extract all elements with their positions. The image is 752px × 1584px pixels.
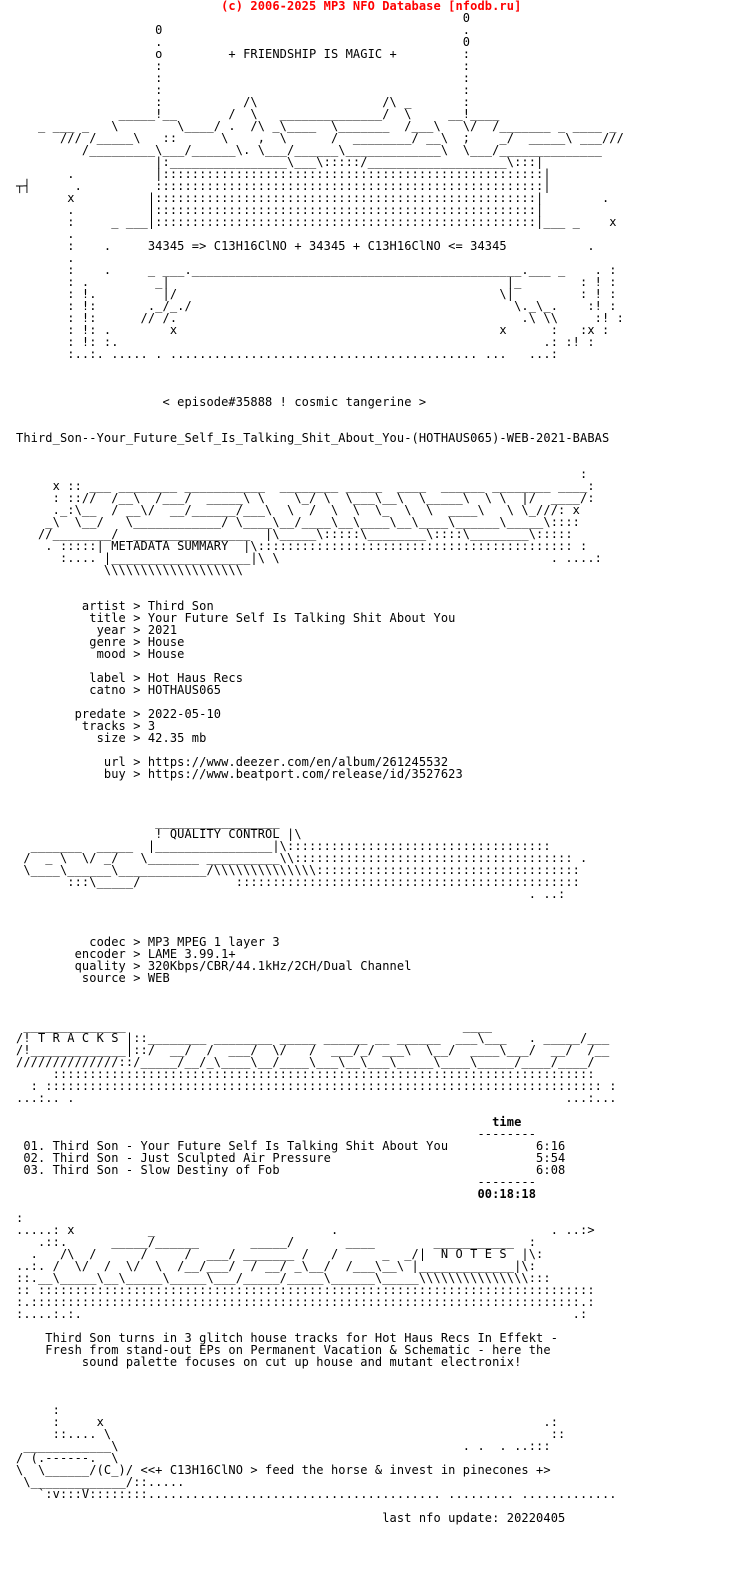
track-row: 01. Third Son - Your Future Self Is Talking Shit About You 6:16 (16, 1139, 566, 1153)
ascii-art-line: : _ ___|::::::::::::::::::::::::::::::::::::::::::::::::::::|___ _ x (16, 215, 617, 229)
ascii-art-line: :.... |___________________|\ \ . ....: (16, 551, 602, 565)
blank-line (16, 1200, 624, 1212)
metadata-field: genre > House (16, 635, 185, 649)
notes-line: sound palette focuses on cut up house and mutant electronix! (16, 1355, 522, 1369)
notes-text (16, 1320, 624, 1368)
ascii-art-line: :::::::::::::::::::::::::::::::::::::::::::::::::::::::::::::::::::::::::: (16, 1067, 595, 1081)
footer-line (16, 1392, 624, 1404)
ascii-quality-control-banner (16, 816, 624, 900)
ascii-art-line: /!_____________|::/ __/ / ___/ \/ / ___/_/ ___\ \__/ ____\___/ __/ /__ (16, 1043, 610, 1057)
ascii-art-line: /// /_____\ :: \ , \ / ________/ __\ ; _/ _____\ ___/// (16, 131, 624, 145)
blank-line (16, 372, 624, 384)
ascii-art-line: _______ _____ |________________|\:::::::::::::::::::::::::::::::::::: (16, 839, 551, 853)
ascii-art-line: . (16, 227, 75, 241)
ascii-art-line: : !: :. .: :! : (16, 335, 595, 349)
footer-line: \ \______/(C_)/ <<+ C13H16ClNO > feed the horse & invest in pinecones +> (16, 1463, 551, 1477)
footer-line: / (.------. \ (16, 1451, 119, 1465)
ascii-notes-banner (16, 1212, 624, 1320)
ascii-art-line: : : (16, 71, 471, 85)
metadata-field: title > Your Future Self Is Talking Shit About You (16, 611, 456, 625)
metadata-field: size > 42.35 mb (16, 731, 207, 745)
ascii-art-line: : !. |/ \| : ! : (16, 287, 617, 301)
ascii-art-line: 0 . (16, 23, 471, 37)
ascii-art-line: ...:.. . ...:... (16, 1091, 617, 1105)
blank-line (16, 444, 624, 456)
tracks-time-header: time (16, 1115, 522, 1129)
ascii-art-line: _________________ (16, 815, 280, 829)
ascii-art-line: . (16, 251, 75, 265)
ascii-art-line: .....: x _ . . ..:> (16, 1223, 595, 1237)
ascii-art-line: : !: // /. .\ \\ :! : (16, 311, 624, 325)
ascii-art-line: _\ \__/ \____________/ \____\__/____\__\____\__\____\______\_____\:::: (16, 515, 580, 529)
metadata-field: buy > https://www.beatport.com/release/id/3527623 (16, 767, 463, 781)
nfodb-copyright: (c) 2006-2025 MP3 NFO Database [nfodb.ru] (16, 0, 522, 13)
ascii-art-line: ::.__\_____\__\_____\_____\___/_____/_____\______\_____\\\\\\\\\\\\\\\::: (16, 1271, 551, 1285)
metadata-field: year > 2021 (16, 623, 178, 637)
footer-line: \_____________/::..... (16, 1475, 185, 1489)
ascii-art-line: /! T R A C K S |::________ ________ _____ ______ __ ______ ___\___ . _____/___ (16, 1031, 610, 1045)
ascii-art-line: / _ \ \/ _/ \_______ __________\\:::::::::::::::::::::::::::::::::::::: . (16, 851, 588, 865)
footer-line: : (16, 1403, 60, 1417)
quality-field: encoder > LAME 3.99.1+ (16, 947, 236, 961)
episode-line: < episode#35888 ! cosmic tangerine > (16, 395, 427, 409)
blank-line (16, 780, 624, 792)
ascii-logo-friendship (16, 12, 624, 360)
ascii-art-line: : !: . x x : :x : (16, 323, 610, 337)
footer-line (16, 1368, 624, 1380)
ascii-art-line: . :::::| METADATA SUMMARY |\::::::::::::::::::::::::::::::::::::::::::: : (16, 539, 588, 553)
notes-line: Fresh from stand-out EPs on Permanent Vacation & Schematic - here the (16, 1343, 551, 1357)
ascii-art-line: . ..: (16, 887, 566, 901)
nfo-document (16, 0, 624, 1524)
ascii-art-line: ._:\__ / __\/ __/______/___\ \ / \ \ \_ \ \ ____\ \ \_///: x (16, 503, 580, 517)
ascii-art-line: : ::// /__\ /___/ _____\ \ \_/ \ \___\__\ \_____\ \ \ |/ ____/: (16, 491, 595, 505)
metadata-field: artist > Third Son (16, 599, 214, 613)
ascii-art-line: |:________________\___\:::::/___________________\:::| (16, 155, 544, 169)
ascii-art-line: : : (16, 59, 471, 73)
ascii-art-line: /_________\___/______\. \___/______\_____________\ \___/______________ (16, 143, 602, 157)
ascii-art-line: :.:::::::::::::::::::::::::::::::::::::::::::::::::::::::::::::::::::::::::::.: (16, 1295, 595, 1309)
ascii-art-line: : . _| |_ : ! : (16, 275, 617, 289)
ascii-art-line: :::\_____/ ::::::::::::::::::::::::::::::::::::::::::::::: (16, 875, 580, 889)
tracks-total-time: 00:18:18 (16, 1187, 537, 1201)
release-name: Third_Son--Your_Future_Self_Is_Talking_Shit_About_You-(HOTHAUS065)-WEB-2021-BABAS (16, 431, 610, 445)
ascii-art-line: :....:.:. .: (16, 1307, 588, 1321)
metadata-fields (16, 600, 624, 780)
ascii-footer (16, 1368, 624, 1524)
ascii-art-line: : (16, 1211, 24, 1225)
ascii-art-line: //________/ ________________ |\_____\:::::\________\::::\________\::::: (16, 527, 573, 541)
tracks-rule: -------- (16, 1127, 537, 1141)
blank-line (16, 792, 624, 804)
ascii-art-line: _ ___ _ \ \____/ . /\ _\____ \_______ /___\ \/ /_______ _ ____ _ (16, 119, 617, 133)
ascii-art-line: .::. _____/______ _____/ ____ ___________ : (16, 1235, 537, 1249)
ascii-art-line: x |::::::::::::::::::::::::::::::::::::::::::::::::::::| . (16, 191, 610, 205)
ascii-art-line: :..:. ..... . .......................................... ... ...: (16, 347, 559, 361)
footer-line: : x .: (16, 1415, 559, 1429)
metadata-field: mood > House (16, 647, 185, 661)
footer-line (16, 1380, 624, 1392)
ascii-art-line: : :::::::::::::::::::::::::::::::::::::::::::::::::::::::::::::::::::::::::::: : (16, 1079, 617, 1093)
metadata-field: catno > HOTHAUS065 (16, 683, 222, 697)
blank-line (16, 408, 624, 420)
blank-line (16, 576, 624, 588)
ascii-art-line: o + FRIENDSHIP IS MAGIC + : (16, 47, 471, 61)
metadata-field: label > Hot Haus Recs (16, 671, 244, 685)
quality-fields (16, 936, 624, 984)
ascii-art-line: 0 (16, 11, 471, 25)
blank-line (16, 912, 624, 924)
ascii-art-line: ┬┤ . :::::::::::::::::::::::::::::::::::::::::::::::::::::| (16, 179, 551, 193)
footer-line: last nfo update: 20220405 (16, 1511, 566, 1525)
ascii-tracks-banner (16, 1020, 624, 1104)
track-list (16, 1140, 624, 1176)
ascii-art-line: \\\\\\\\\\\\\\\\\\\ (16, 563, 244, 577)
metadata-field: predate > 2022-05-10 (16, 707, 222, 721)
footer-line: ____________\ . . . ..::: (16, 1439, 551, 1453)
quality-field: source > WEB (16, 971, 170, 985)
track-row: 02. Third Son - Just Sculpted Air Pressure 5:54 (16, 1151, 566, 1165)
ascii-art-line: : : (16, 83, 471, 97)
blank-line (16, 900, 624, 912)
track-row: 03. Third Son - Slow Destiny of Fob 6:08 (16, 1163, 566, 1177)
ascii-art-line: ! QUALITY CONTROL |\ (16, 827, 302, 841)
footer-line: `:v:::V::::::::........................................ ......... ............. (16, 1487, 617, 1501)
ascii-art-line: : !: ._/_./ \._\_. :! : (16, 299, 617, 313)
ascii-art-line: ..:. / \/ / \/ \ /__/___/ / __/ _\__/ /___\__\ |_____________|\: (16, 1259, 537, 1273)
ascii-art-line: : . 34345 => C13H16ClNO + 34345 + C13H16ClNO <= 34345 . (16, 239, 595, 253)
blank-line (16, 360, 624, 372)
quality-field: quality > 320Kbps/CBR/44.1kHz/2CH/Dual Channel (16, 959, 412, 973)
ascii-art-line: x :: ___ ________ ___________ ________ _____ ____ ______ ________ ____: (16, 479, 595, 493)
ascii-art-line: . /\ / / / ___/ _______ / / _ _/| N O T E S |\: (16, 1247, 544, 1261)
ascii-art-line: : (16, 467, 588, 481)
ascii-art-line: ______________ ____ (16, 1019, 493, 1033)
ascii-metadata-summary-banner (16, 468, 624, 576)
ascii-art-line: :: :::::::::::::::::::::::::::::::::::::::::::::::::::::::::::::::::::::::::::: (16, 1283, 595, 1297)
notes-line: Third Son turns in 3 glitch house tracks for Hot Haus Recs In Effekt - (16, 1331, 559, 1345)
ascii-art-line: : . _ ___._____________________________________________.___ _ . : (16, 263, 617, 277)
quality-field: codec > MP3 MPEG 1 layer 3 (16, 935, 280, 949)
metadata-field: url > https://www.deezer.com/en/album/261245532 (16, 755, 449, 769)
footer-line: ::.... \ :: (16, 1427, 566, 1441)
ascii-art-line: . |::::::::::::::::::::::::::::::::::::::::::::::::::::| (16, 203, 544, 217)
ascii-art-line: \____\______\____________/\\\\\\\\\\\\\\:::::::::::::::::::::::::::::::::::: (16, 863, 580, 877)
ascii-art-line: . 0 (16, 35, 471, 49)
ascii-art-line: . |::::::::::::::::::::::::::::::::::::::::::::::::::::| (16, 167, 551, 181)
ascii-art-line: : /\ /\ _ : (16, 95, 471, 109)
tracks-rule: -------- (16, 1175, 537, 1189)
blank-line (16, 996, 624, 1008)
ascii-art-line: //////////////::/_____/__/_\____\__/____\___\__\___\_____\____\_____/____/____/ (16, 1055, 595, 1069)
blank-line (16, 984, 624, 996)
metadata-field: tracks > 3 (16, 719, 156, 733)
ascii-art-line: _____!__ / \ ______________/ \ __!____ (16, 107, 500, 121)
